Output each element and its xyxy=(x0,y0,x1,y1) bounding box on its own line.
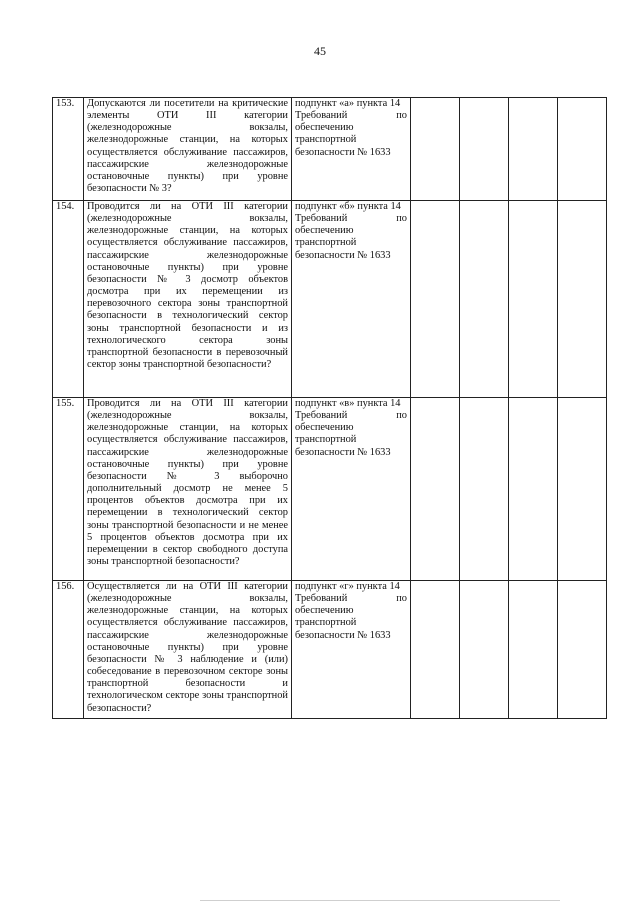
reference-line: подпункт «б» пункта 14 xyxy=(295,201,401,212)
page-edge-divider xyxy=(200,900,560,901)
row-number: 154. xyxy=(53,201,84,398)
reference-line: обеспечению xyxy=(295,122,354,134)
reference-line: безопасности № 1633 xyxy=(295,249,391,261)
question-text: Проводится ли на ОТИ III категории (железнодорожные вокзалы, железнодорожные станции, на которых осуществляется обслуживание пассажиров, пассажирские железнодорожные остановочные пункты) при уровне безопасности № 3 выборочно дополнительный досмотр не менее 5 процентов объектов досмотра при их перемещении в технологический сектор зоны транспортной безопасности и не менее 5 процентов объектов досмотра при их перемещении в сектор свободного доступа зоны транспортной безопасности? xyxy=(84,398,292,581)
reference-line: транспортной xyxy=(295,237,357,249)
answer-cell[interactable] xyxy=(460,581,509,719)
reference-line: обеспечению xyxy=(295,422,354,434)
reference-line: Требований по xyxy=(295,410,407,422)
table-row xyxy=(53,98,607,201)
page-number: 45 xyxy=(314,44,326,58)
answer-cell[interactable] xyxy=(558,398,607,581)
reference-line: Требований по xyxy=(295,110,407,122)
reference-line: безопасности № 1633 xyxy=(295,446,391,458)
answer-cell[interactable] xyxy=(558,581,607,719)
reference-cell xyxy=(292,398,411,581)
answer-cell[interactable] xyxy=(509,98,558,201)
reference-cell xyxy=(292,201,411,398)
answer-cell[interactable] xyxy=(411,581,460,719)
row-number: 155. xyxy=(53,398,84,581)
reference-line: Требований по xyxy=(295,213,407,225)
answer-cell[interactable] xyxy=(509,201,558,398)
reference-line: транспортной xyxy=(295,434,357,446)
answer-cell[interactable] xyxy=(411,98,460,201)
question-text: Осуществляется ли на ОТИ III категории (железнодорожные вокзалы, железнодорожные станции, на которых осуществляется обслуживание пассажиров, пассажирские железнодорожные остановочные пункты) при уровне безопасности № 3 наблюдение и (или) собеседование в перевозочном секторе зоны транспортной безопасности и технологическом секторе зоны транспортной безопасности? xyxy=(84,581,292,719)
answer-cell[interactable] xyxy=(411,201,460,398)
reference-cell xyxy=(292,581,411,719)
row-number: 156. xyxy=(53,581,84,719)
table-row xyxy=(53,201,607,398)
checklist-table xyxy=(52,97,607,719)
reference-line: транспортной xyxy=(295,134,357,146)
answer-cell[interactable] xyxy=(509,398,558,581)
answer-cell[interactable] xyxy=(460,98,509,201)
reference-line: подпункт «а» пункта 14 xyxy=(295,98,401,109)
row-number: 153. xyxy=(53,98,84,201)
reference-line: подпункт «в» пункта 14 xyxy=(295,398,401,409)
reference-line: транспортной xyxy=(295,617,357,629)
answer-cell[interactable] xyxy=(558,98,607,201)
answer-cell[interactable] xyxy=(411,398,460,581)
reference-cell xyxy=(292,98,411,201)
reference-line: обеспечению xyxy=(295,605,354,617)
answer-cell[interactable] xyxy=(460,201,509,398)
reference-line: подпункт «г» пункта 14 xyxy=(295,581,400,592)
question-text: Допускаются ли посетители на критические элементы ОТИ III категории (железнодорожные вокзалы, железнодорожные станции, на которых осуществляется обслуживание пассажиров, пассажирские железнодорожные остановочные пункты) при уровне безопасности № 3? xyxy=(84,98,292,201)
question-text: Проводится ли на ОТИ III категории (железнодорожные вокзалы, железнодорожные станции, на которых осуществляется обслуживание пассажиров, пассажирские железнодорожные остановочные пункты) при уровне безопасности № 3 досмотр объектов досмотра при их перемещении из перевозочного сектора зоны транспортной безопасности в технологический сектор зоны транспортной безопасности и из технологического сектора зоны транспортной безопасности в перевозочный сектор зоны транспортной безопасности? xyxy=(84,201,292,398)
reference-line: Требований по xyxy=(295,593,407,605)
answer-cell[interactable] xyxy=(509,581,558,719)
answer-cell[interactable] xyxy=(558,201,607,398)
table-row xyxy=(53,581,607,719)
reference-line: обеспечению xyxy=(295,225,354,237)
reference-line: безопасности № 1633 xyxy=(295,146,391,158)
answer-cell[interactable] xyxy=(460,398,509,581)
table-row xyxy=(53,398,607,581)
reference-line: безопасности № 1633 xyxy=(295,629,391,641)
